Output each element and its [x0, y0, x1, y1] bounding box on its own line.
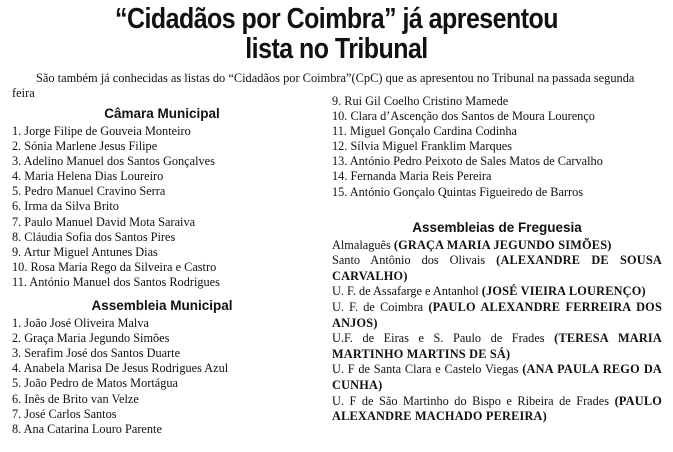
list-item: 3. Serafim José dos Santos Duarte [12, 346, 181, 361]
freguesia-candidate: (TERESA MARIA MARTINHO MARTINS DE SÁ) [332, 331, 662, 361]
freguesia-place: U. F. de Assafarge e Antanhol [332, 284, 482, 299]
list-item: 2. Sónia Marlene Jesus Filipe [12, 139, 158, 154]
list-item: 10. Rosa Maria Rego da Silveira e Castro [12, 259, 217, 274]
right-column [332, 94, 662, 425]
freguesia-entry [332, 238, 662, 254]
camara-municipal-list [12, 124, 312, 290]
list-item: 3. Adelino Manuel dos Santos Gonçalves [12, 154, 215, 169]
list-item: 12. Sílvia Miguel Franklim Marques [332, 139, 512, 154]
freguesia-entry [332, 284, 662, 300]
freguesia-candidate: (ANA PAULA REGO DA CUNHA) [332, 362, 662, 392]
list-item: 6. Inês de Brito van Velze [12, 391, 139, 406]
lead-paragraph: São também já conhecidas as listas do “Cidadãos por Coimbra”(CpC) que as apresentou no Tribunal na passada segunda feira [12, 71, 635, 100]
list-item: 4. Maria Helena Dias Loureiro [12, 169, 164, 184]
camara-municipal-heading: Câmara Municipal [104, 106, 220, 121]
list-item: 2. Graça Maria Jegundo Simões [12, 331, 170, 346]
list-item: 4. Anabela Marisa De Jesus Rodrigues Azul [12, 361, 229, 376]
list-item: 15. António Gonçalo Quintas Figueiredo de Barros [332, 184, 584, 199]
freguesia-place: Santo Antônio dos Olivais [332, 253, 497, 268]
freguesia-list [332, 238, 662, 425]
freguesia-candidate: (GRAÇA MARIA JEGUNDO SIMÕES) [393, 237, 612, 252]
freguesia-candidate: (JOSÉ VIEIRA LOURENÇO) [481, 284, 646, 299]
freguesia-place: Almalaguês [332, 237, 394, 252]
list-item: 1. Jorge Filipe de Gouveia Monteiro [12, 124, 191, 138]
freguesia-entry [332, 253, 662, 284]
freguesia-place: U. F de Santa Clara e Castelo Viegas [332, 362, 523, 377]
assembleia-municipal-list [12, 316, 312, 437]
list-item: 13. António Pedro Peixoto de Sales Matos de Carvalho [332, 154, 603, 169]
list-item: 7. José Carlos Santos [12, 406, 117, 421]
list-item: 9. Artur Miguel Antunes Dias [12, 244, 158, 259]
freguesia-entry [332, 362, 662, 393]
list-item: 7. Paulo Manuel David Mota Saraiva [12, 214, 196, 229]
freguesia-entry [332, 331, 662, 362]
list-item: 5. João Pedro de Matos Mortágua [12, 376, 178, 391]
list-item: 11. Miguel Gonçalo Cardina Codinha [332, 124, 517, 139]
freguesia-candidate: (PAULO ALEXANDRE FERREIRA DOS ANJOS) [332, 300, 662, 330]
list-item: 5. Pedro Manuel Cravino Serra [12, 184, 166, 199]
list-item: 14. Fernanda Maria Reis Pereira [332, 169, 492, 184]
list-item: 11. António Manuel dos Santos Rodrigues [12, 274, 220, 289]
list-item: 10. Clara d’Ascenção dos Santos de Moura Lourenço [332, 109, 595, 124]
freguesia-place: U. F. de Coimbra [332, 300, 429, 315]
list-item: 9. Rui Gil Coelho Cristino Mamede [332, 94, 509, 108]
freguesia-candidate: (ALEXANDRE DE SOUSA CARVALHO) [332, 253, 662, 283]
freguesia-candidate: (PAULO ALEXANDRE MACHADO PEREIRA) [332, 393, 662, 424]
list-item: 6. Irma da Silva Brito [12, 199, 119, 214]
list-item: 8. Cláudia Sofia dos Santos Pires [12, 229, 176, 244]
assembleias-freguesia-heading: Assembleias de Freguesia [412, 219, 582, 235]
left-column [12, 106, 312, 437]
headline [47, 4, 626, 64]
camara-municipal-list-continued [332, 94, 662, 200]
assembleia-municipal-heading: Assembleia Municipal [91, 298, 233, 314]
freguesia-entry [332, 394, 662, 425]
list-item: 8. Ana Catarina Louro Parente [12, 421, 162, 436]
freguesia-entry [332, 300, 662, 331]
headline-line-1: “Cidadãos por Coimbra” já apresentou [115, 3, 558, 35]
freguesia-place: U.F. de Eiras e S. Paulo de Frades [332, 331, 555, 346]
freguesia-place: U. F de São Martinho do Bispo e Ribeira de Frades [332, 393, 615, 408]
headline-line-2: lista no Tribunal [245, 33, 428, 65]
list-item: 1. João José Oliveira Malva [12, 316, 149, 331]
